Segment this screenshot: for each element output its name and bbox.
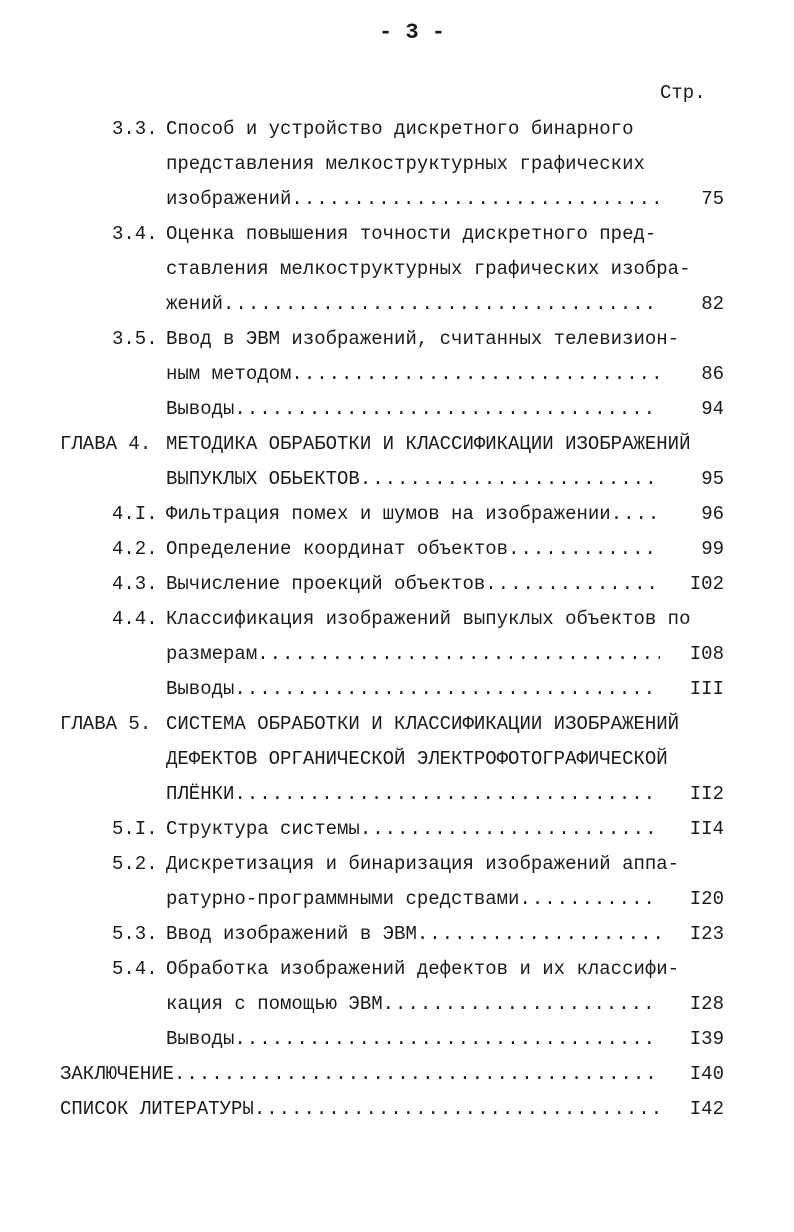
leader-dots xyxy=(360,462,660,496)
toc-page-number: III xyxy=(689,678,724,700)
toc-entry-line: Определение координат объектов xyxy=(166,538,509,560)
toc-entry-text xyxy=(166,182,660,216)
leader-dots xyxy=(257,637,660,671)
toc-entry-text xyxy=(166,882,660,916)
toc-entry-text xyxy=(166,847,679,881)
toc-page-number: I42 xyxy=(689,1098,724,1120)
toc-entry-line: ПЛЁНКИ xyxy=(166,783,235,805)
toc-entry-text xyxy=(166,392,660,426)
toc-entry-text xyxy=(166,812,660,846)
toc-entry-number: 4.I. xyxy=(112,503,158,525)
toc-entry-text xyxy=(166,462,660,496)
toc-page-number: I02 xyxy=(689,573,724,595)
toc-entry-text xyxy=(166,112,633,146)
leader-dots xyxy=(383,987,660,1021)
toc-entry-text xyxy=(166,497,660,531)
toc-entry-number: 5.2. xyxy=(112,853,158,875)
toc-page-number: 95 xyxy=(701,468,724,490)
toc-entry-text xyxy=(166,567,660,601)
toc-entry-line: размерам xyxy=(166,643,258,665)
toc-page-number: 96 xyxy=(701,503,724,525)
toc-entry-text xyxy=(166,427,691,461)
page-number: - 3 - xyxy=(378,20,445,45)
toc-entry-line: представления мелкоструктурных графических xyxy=(166,153,645,175)
toc-entry-text xyxy=(166,322,679,356)
toc-entry-line: СИСТЕМА ОБРАБОТКИ И КЛАССИФИКАЦИИ ИЗОБРАЖЕНИЙ xyxy=(166,713,680,735)
leader-dots xyxy=(360,812,660,846)
leader-dots xyxy=(519,882,660,916)
toc-entry-number: 3.5. xyxy=(112,328,158,350)
toc-entry-text xyxy=(166,602,691,636)
toc-entry-number: 4.4. xyxy=(112,608,158,630)
toc-entry-text xyxy=(166,672,660,706)
toc-entry-line: МЕТОДИКА ОБРАБОТКИ И КЛАССИФИКАЦИИ ИЗОБРАЖЕНИЙ xyxy=(166,433,691,455)
toc-page-number: I20 xyxy=(689,888,724,910)
toc-chapter-label: ГЛАВА 4. xyxy=(60,433,152,455)
toc-entry-text xyxy=(166,987,660,1021)
toc-entry-number: 5.3. xyxy=(112,923,158,945)
leader-dots xyxy=(611,497,660,531)
toc-entry-number: 3.3. xyxy=(112,118,158,140)
toc-entry-number: 3.4. xyxy=(112,223,158,245)
toc-page-number: 75 xyxy=(701,188,724,210)
toc-entry-line: Выводы xyxy=(166,1028,235,1050)
toc-entry-line: Обработка изображений дефектов и их классифи- xyxy=(166,958,680,980)
toc-entry-line: СПИСОК ЛИТЕРАТУРЫ xyxy=(60,1098,254,1120)
toc-entry-text xyxy=(166,357,660,391)
toc-page-number: I28 xyxy=(689,993,724,1015)
toc-entry-line: ЗАКЛЮЧЕНИЕ xyxy=(60,1063,175,1085)
toc-page-number: I39 xyxy=(689,1028,724,1050)
toc-entry-text xyxy=(166,252,691,286)
toc-page-number: II4 xyxy=(689,818,724,840)
toc-entry-text xyxy=(60,1092,660,1126)
toc-entry-line: Дискретизация и бинаризация изображений аппа- xyxy=(166,853,680,875)
leader-dots xyxy=(485,567,660,601)
toc-page-number: I08 xyxy=(689,643,724,665)
toc-entry-line: ДЕФЕКТОВ ОРГАНИЧЕСКОЙ ЭЛЕКТРОФОТОГРАФИЧЕСКОЙ xyxy=(166,748,668,770)
toc-entry-line: Выводы xyxy=(166,398,235,420)
toc-entry-text xyxy=(166,147,645,181)
toc-entry-text xyxy=(166,287,660,321)
toc-entry-number: 4.2. xyxy=(112,538,158,560)
leader-dots xyxy=(291,357,660,391)
toc-entry-line: ВЫПУКЛЫХ ОБЬЕКТОВ xyxy=(166,468,360,490)
toc-page-number: II2 xyxy=(689,783,724,805)
toc-entry-text xyxy=(166,532,660,566)
page-column-header: Стр. xyxy=(660,82,706,104)
toc-entry-line: Способ и устройство дискретного бинарного xyxy=(166,118,634,140)
toc-page-number: I40 xyxy=(689,1063,724,1085)
leader-dots xyxy=(234,1022,660,1056)
toc-entry-line: Классификация изображений выпуклых объектов по xyxy=(166,608,691,630)
leader-dots xyxy=(174,1057,660,1091)
toc-entry-line: Ввод изображений в ЭВМ xyxy=(166,923,417,945)
leader-dots xyxy=(291,182,660,216)
toc-entry-text xyxy=(166,777,660,811)
leader-dots xyxy=(234,672,660,706)
toc-entry-number: 5.I. xyxy=(112,818,158,840)
toc-entry-line: кация с помощью ЭВМ xyxy=(166,993,383,1015)
toc-page-number: 86 xyxy=(701,363,724,385)
leader-dots xyxy=(223,287,660,321)
toc-entry-line: Выводы xyxy=(166,678,235,700)
toc-entry-text xyxy=(166,742,668,776)
leader-dots xyxy=(508,532,660,566)
toc-entry-line: Структура системы xyxy=(166,818,360,840)
toc-entry-text xyxy=(166,917,660,951)
toc-entry-number: 5.4. xyxy=(112,958,158,980)
toc-page-number: 99 xyxy=(701,538,724,560)
toc-chapter-label: ГЛАВА 5. xyxy=(60,713,152,735)
toc-entry-line: изображений xyxy=(166,188,292,210)
toc-entry-line: ным методом xyxy=(166,363,292,385)
toc-entry-line: Вычисление проекций объектов xyxy=(166,573,486,595)
toc-entry-text xyxy=(166,952,679,986)
toc-page-number: 82 xyxy=(701,293,724,315)
toc-page-number: I23 xyxy=(689,923,724,945)
toc-entry-line: жений xyxy=(166,293,224,315)
toc-entry-line: Ввод в ЭВМ изображений, считанных телевизион- xyxy=(166,328,680,350)
toc-entry-text xyxy=(166,707,679,741)
leader-dots xyxy=(417,917,660,951)
toc-entry-line: ратурно-программными средствами xyxy=(166,888,520,910)
toc-entry-text xyxy=(60,1057,660,1091)
toc-page-number: 94 xyxy=(701,398,724,420)
leader-dots xyxy=(254,1092,660,1126)
toc-entry-text xyxy=(166,217,656,251)
toc-entry-text xyxy=(166,1022,660,1056)
leader-dots xyxy=(234,392,660,426)
toc-entry-line: Фильтрация помех и шумов на изображении xyxy=(166,503,611,525)
leader-dots xyxy=(234,777,660,811)
toc-entry-number: 4.3. xyxy=(112,573,158,595)
toc-entry-text xyxy=(166,637,660,671)
toc-entry-line: Оценка повышения точности дискретного пред- xyxy=(166,223,657,245)
toc-entry-line: ставления мелкоструктурных графических изобра- xyxy=(166,258,691,280)
